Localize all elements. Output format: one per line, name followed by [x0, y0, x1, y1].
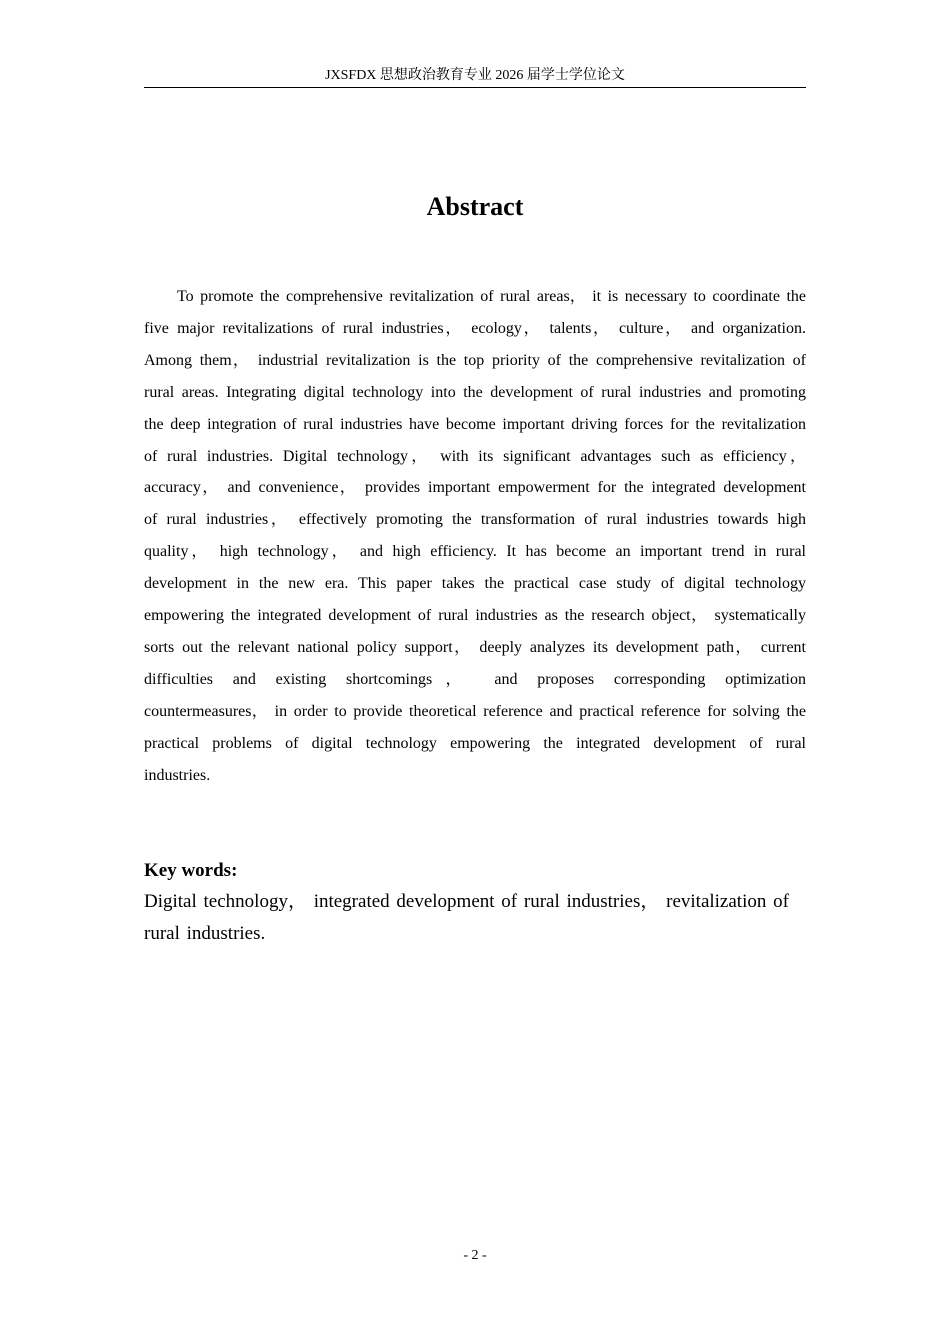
- keywords-text: Digital technology， integrated development of rural industries， revitalization of rural industries.: [144, 891, 789, 944]
- header-rule: [144, 87, 806, 88]
- page-number: - 2 -: [463, 1248, 487, 1263]
- running-header: JXSFDX 思想政治教育专业 2026 届学士学位论文: [325, 68, 625, 83]
- keywords-label: Key words:: [144, 860, 238, 881]
- abstract-title: Abstract: [426, 192, 524, 221]
- abstract-body: [144, 281, 806, 792]
- abstract-paragraph: To promote the comprehensive revitalization of rural areas， it is necessary to coordinate the five major revitalizations of rural industries， ecology， talents， culture， and organization. Among them， industrial revitalization is the top priority of the comprehensive revitalization of rural areas. Integrating digital technology into the development of rural industries and promoting the deep integration of rural industries have become important driving forces for the revitalization of rural industries. Digital technology， with its significant advantages such as efficiency， accuracy， and convenience， provides important empowerment for the integrated development of rural industries， effectively promoting the transformation of rural industries towards high quality， high technology， and high efficiency. It has become an important trend in rural development in the new era. This paper takes the practical case study of digital technology empowering the integrated development of rural industries as the research object， systematically sorts out the relevant national policy support， deeply analyzes its development path， current difficulties and existing shortcomings， and proposes corresponding optimization countermeasures， in order to provide theoretical reference and practical reference for solving the practical problems of digital technology empowering the integrated development of rural industries.: [144, 288, 807, 784]
